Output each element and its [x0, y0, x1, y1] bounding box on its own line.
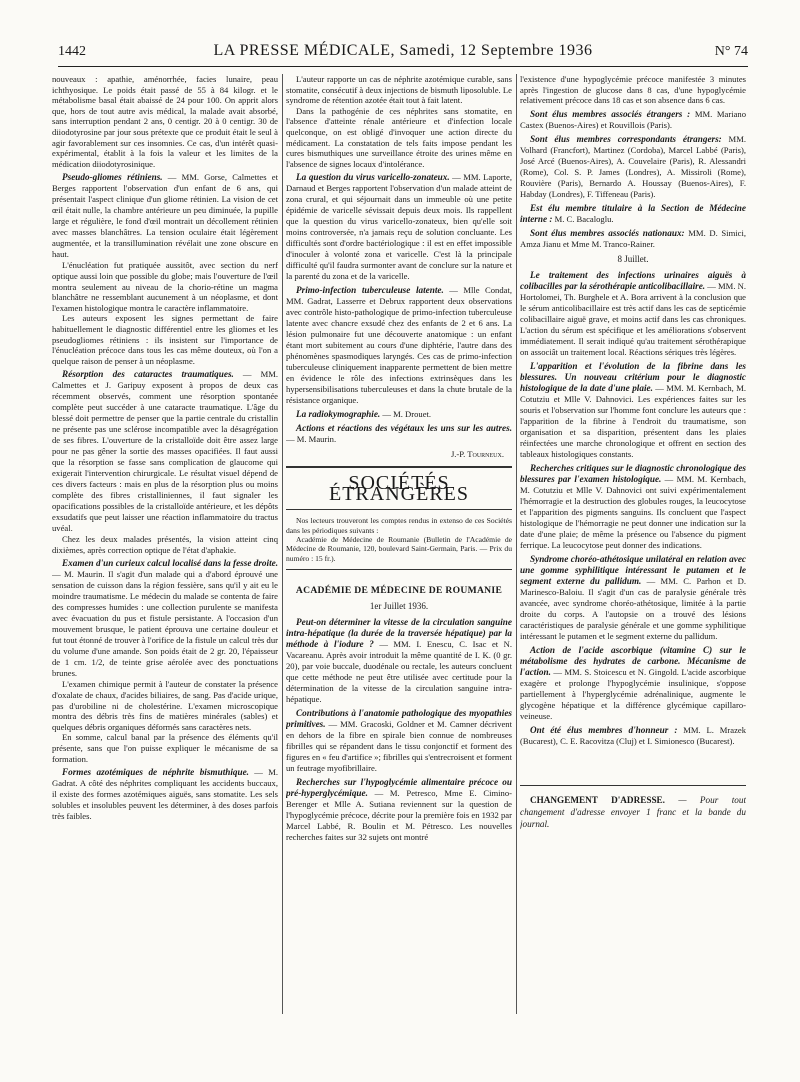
article-title: Le traitement des infections urinaires aiguës à colibacilles par la sérothérapie anticolibacillaire.: [520, 270, 746, 292]
article-title: Examen d'un curieux calcul localisé dans la fesse droite.: [62, 558, 278, 569]
article-body: — M. Drouet.: [380, 409, 432, 420]
paragraph: L'examen chimique permit à l'auteur de constater la présence d'oxalate de chaux, d'acides biliaires, de sang. Pas d'acide urique, pas d'urobiline ni de cholestérine. L'examen microscopique montra des débris très fins de matières minérales (sables) et quelques débris organiques déformés sans caractères nets.: [52, 679, 278, 732]
article-title: La question du virus varicello-zonateux.: [296, 172, 450, 183]
article-title: L'apparition et l'évolution de la fibrine dans les blessures. Un nouveau critérium pour le diagnostic histologique de la date d'une plaie.: [520, 361, 746, 394]
article-body: MM. Volhard (Francfort), Martinez (Cordoba), Marcel Labbé (Paris), José Arcé (Buenos-Aires), A. Couvelaire (Paris), R. Alessandri (Rome), Col. S. P. James (Londres), A. Missiroli (Rome), Rouvière (Paris), Bernardo A. Houssay (Buenos-Aires), F. Habday (Londres), F. Tiffeneau (Paris).: [520, 133, 746, 199]
article-body: — M. Maurin.: [286, 434, 337, 445]
article-heading: [520, 554, 746, 642]
article-body: MM. Mariano Castex (Buenos-Aires) et Rouvillois (Paris).: [520, 108, 746, 130]
article-heading: [286, 777, 512, 843]
article-heading: [520, 645, 746, 722]
article-title: Formes azotémiques de néphrite bismuthique.: [62, 767, 249, 778]
article-heading: [52, 172, 278, 260]
article-body: — MM. Laporte, Darnaud et Berges rapportent l'observation d'un malade atteint de zona crural, et qui séjournait dans un immeuble où une petite épidémie de varicelle sévissait depuis deux mois. Ils rappellent que la question du virus varicello-zonateux, bien qu'elle soit moins controversée, n'a jamais reçu de solution concluante. Les difficultés sont d'ordre bactériologique : il est en effet impossible d'inoculer à volonté zona et varicelle. C'est là la principale difficulté qu'il faudra surmonter avant de conclure sur la nature et la parenté du zona et de la varicelle.: [286, 172, 512, 282]
column-2: [286, 74, 512, 1074]
article-heading: [286, 423, 512, 445]
article-heading: [520, 134, 746, 200]
article-body: — MM. Gracoski, Goldner et M. Camner décrivent en dehors de la fibre en spirale bien connue de nombreuses fibrilles qui se répandent dans le tissu conjonctif et forment des figures en « feu d'artifice »; fibrilles qui s'entrecroisent et forment un feutrage myofibrillaire.: [286, 719, 512, 774]
article-title: Sont élus membres associés étrangers :: [530, 108, 691, 119]
article-heading: [286, 708, 512, 774]
article-title: Sont élus membres associés nationaux:: [530, 227, 685, 238]
article-body: MM. L. Mrazek (Bucarest), C. E. Racovitza (Cluj) et I. Simionesco (Bucarest).: [520, 725, 746, 747]
divider: [286, 569, 512, 570]
article-title: Peut-on déterminer la vitesse de la circulation sanguine intra-hépatique (la durée de la traversée hépatique) par la méthode à l'iodure ?: [286, 617, 512, 650]
journal-title: LA PRESSE MÉDICALE, Samedi, 12 Septembre 1936: [213, 42, 593, 59]
article-title: Contributions à l'anatomie pathologique des myopathies primitives.: [286, 708, 512, 730]
page-header: [58, 40, 748, 64]
article-heading: [286, 172, 512, 282]
article-heading: [286, 617, 512, 705]
article-body: — MM. I. Enescu, C. Isac et N. Vacareanu. Après avoir introduit la même quantité de I. K. (0 gr. 20), par voie buccale, duodénale ou rectale, les auteurs concluent que cette méthode ne peut être utilisée avec certitude pour la détermination de la vitesse de la circulation sanguine intra-hépatique.: [286, 639, 512, 705]
session-date: 1er Juillet 1936.: [369, 600, 429, 611]
article-heading: [520, 361, 746, 460]
article-body: — MM. M. Kernbach, M. Cotutziu et Mlle V. Dahnovici. Les expériences faites sur les souris et l'observation sur l'homme font conclure les auteurs que : l'apparition de la fibrine à l'endroit du traumatisme, son organisation et sa disparition, présentent dans les plaies réinfectées une marche chronologique et offrent en section des tableaux histologiques constants.: [520, 383, 746, 460]
article-body: — M. Petresco, Mme E. Cimino-Berenger et Mlle A. Sutiana reviennent sur la question de l'hypoglycémie précoce, décrite pour la première fois en 1932 par Marcel Labbé, R. Boulin et M. Pétresco. Les nouvelles recherches faites sur 32 sujets ont montré: [286, 788, 512, 843]
article-body: M. C. Bacaloglu.: [552, 213, 614, 224]
article-body: — MM. M. Kernbach, M. Cotutziu et Mlle V. Dahnovici ont suivi expérimentalement l'hémorragie et la destruction des globules rouges, la leucocytose et l'apparition des pigments sanguins. Ils concluent que l'aspect histologique de l'hémorragie ne peut donner une indication sur la date d'une plaie; de même la présence ou l'absence du pigment ferrique. La leucocytose peut donner des indications.: [520, 474, 746, 551]
header-rule: [58, 66, 748, 67]
address-change-notice: [520, 785, 746, 830]
article-heading: [52, 369, 278, 534]
paragraph: nouveaux : apathie, aménorrhée, facies lunaire, peau ichthyosique. Le poids était passé de 55 à 84 kilogr. et le métabolisme basal était abaissé de 24 pour 100. On apprit alors que, hors de tout autre avis médical, la malade avait absorbé, sans interruption pendant 2 ans, 0 centigr. 20 à 0 centigr. 30 de diiodotyrosine par jour sous prétexte que ce produit était le seul à agir favorablement sur ces insomnies. Ce cas, d'un intérêt quasi-expérimental, établit à la fois la valeur et les limites de la médication diiodotyrosinique.: [52, 74, 278, 169]
article-heading: [520, 109, 746, 131]
paragraph: Chez les deux malades présentés, la vision atteint cinq dixièmes, après correction optique de l'état d'aphakie.: [52, 534, 278, 555]
divider: [286, 509, 512, 510]
article-body: — M. Gadrat. A côté des néphrites compliquant les accidents buccaux, il existe des formes azotémiques aiguës, sans stomatite. Les sels solubles et insolubles peuvent les déterminer, à des doses parfois très faibles.: [52, 767, 278, 822]
article-title: Recherches sur l'hypoglycémie alimentaire précoce ou pré-hyperglycémique.: [286, 777, 512, 799]
paragraph: Les auteurs exposent les signes permettant de faire habituellement le diagnostic différentiel entre les gliomes et les pseudogliomes rétiniens : ils insistent sur l'importance de l'énucléation précoce dans tous les cas même douteux, où l'on a quelque raison de penser à un néoplasme.: [52, 313, 278, 366]
article-body: — MM. C. Parhon et D. Marinesco-Baloiu. Il s'agit d'un cas de paralysie générale très avancée, avec syndrome choréo-athétosique, limitée à la partie droite du corps. A l'autopsie on a trouvé des lésions caractéristiques de paralysie générale et une gomme syphilitique intéressant le putamen et le segment externe du pallidum.: [520, 576, 746, 642]
article-title: Résorption des cataractes traumatiques.: [62, 369, 234, 380]
article-heading: [52, 767, 278, 822]
section-title: SOCIÉTÉS ÉTRANGÈRES: [329, 471, 469, 505]
paragraph: L'énucléation fut pratiquée aussitôt, avec section du nerf optique aussi loin que possible du globe; mais l'ouverture de l'œil montra seulement au niveau de la chorio-rétine un magma blanchâtre ne ressemblant aucunement à un néoplasme, et dont l'examen histologique montra le caractère inflammatoire.: [52, 260, 278, 313]
notice-title: CHANGEMENT D'ADRESSE.: [530, 795, 665, 806]
page-number: 1442: [58, 44, 86, 59]
article-title: Action de l'acide ascorbique (vitamine C) sur le métabolisme des hydrates de carbone. Mécanisme de l'action.: [520, 645, 746, 678]
article-body: — MM. S. Stoicescu et N. Gingold. L'acide ascorbique exagère et prolonge l'hypoglycémie insulinique, s'oppose partiellement à l'hyperglycémie adrénalinique, augmente le glycogène hépatique et la différence glycémique capillaro-veineuse.: [520, 667, 746, 722]
article-title: Pseudo-gliomes rétiniens.: [62, 172, 163, 183]
paragraph: l'existence d'une hypoglycémie précoce manifestée 3 minutes après l'ingestion de glucose dans 8 cas, d'une hypoglycémie relativement précoce dans 18 cas et son absence dans 6 cas.: [520, 74, 746, 106]
article-body: MM. D. Simici, Amza Jianu et Mme M. Tranco-Rainer.: [520, 227, 746, 249]
column-divider: [282, 74, 283, 1014]
article-body: — M. Maurin. Il s'agit d'un malade qui a d'abord éprouvé une sensation de cuisson dans la région fessière, sans qu'il y ait eu le moindre traumatisme. Le médecin du malade se contenta de faire des compresses humides : une collection purulente se manifesta avec évacuation du pus et fistule persistante. A l'occasion d'un mouvement brusque, le patient éprouva une certaine douleur et fut tout étonné de trouver à l'orifice de la fistule un calcul très dur du volume d'une amande. Son poids était de 2 gr. 20, l'épaisseur de 1 cm. 1/2, de teinte grise aérolée avec des ponctuations brunes.: [52, 569, 278, 679]
article-heading: [286, 409, 512, 420]
article-heading: [520, 228, 746, 250]
column-3: [520, 74, 746, 1074]
notice-text: Nos lecteurs trouveront les comptes rendus in extenso de ces Sociétés dans les périodiques suivants :: [286, 516, 512, 535]
article-heading: [520, 463, 746, 551]
article-body: — MM. Calmettes et J. Garipuy exposent à propos de deux cas récemment observés, comment une résorption spontanée complète peut succéder à une cataracte traumatique. L'âge du blessé doit permettre de penser que la partie centrale du cristallin ne présente pas une sclérose incompatible avec la désagrégation de ses fibres. L'ouverture de la cristalloïde doit être assez large pour ne pas gêner la sortie des masses opacifiées. Il faut aussi que la résorption se fasse sans complication de glaucome qui exigerait l'intervention chirurgicale. Le résultat visuel dépend de ces divers facteurs : mais en plus de la résorption plus ou moins complète des fibres cristalliniennes, il faut signaler les opacifications possibles de la cristalloïde antérieure, et les dépôts exsudatifs que peut laisser une réaction inflammatoire du tractus uvéal.: [52, 369, 278, 534]
article-body: — MM. N. Hortolomei, Th. Burghele et A. Bora arrivent à la conclusion que le sérum anticolibacillaire est très actif dans les cas de septicémie colibacillaire aiguë grave, et moins actif dans les cas chroniques. L'action du sérum est spécifique et les améliorations s'observent immédiatement. Il serait indiqué qu'au traitement sérothérapique on associât un traitement local. Réactions sériques très légères.: [520, 281, 746, 358]
issue-number: N° 74: [714, 44, 748, 59]
article-title: La radiokymographie.: [296, 409, 381, 420]
notice-text: Académie de Médecine de Roumanie (Bulletin de l'Académie de Médecine de Roumanie, 120, boulevard Saint-Germain, Paris. — Prix du numéro : 15 fr.).: [286, 534, 512, 563]
article-heading: [286, 285, 512, 406]
signature: J.-P. Tourneux.: [450, 449, 504, 460]
article-title: Sont élus membres correspondants étrangers:: [530, 133, 722, 144]
article-body: — Mlle Condat, MM. Gadrat, Lasserre et Debrux rapportent deux observations avec contrôle histo-pathologique de primo-infection tuberculeuse latente avec chancre exsudé chez des enfants de 2 et 6 ans. La lésion pulmonaire fut une découverte anatomique : un enfant étant mort subitement au cours d'une diphtérie, l'autre dans des phénomènes spasmodiques laryngés. Ces cas de primo-infection tuberculeuse cliniquement inapparente permettent de bien mettre en évidence le rôle des infections extrinsèques dans les hypersensibilisations tuberculeuses et dans la chute brutale de la résistance organique.: [286, 285, 512, 406]
article-heading: [520, 270, 746, 358]
article-title: Syndrome choréo-athétosique unilatéral en relation avec une gomme syphilitique intéressant le putamen et le segment externe du pallidum.: [520, 554, 746, 587]
article-heading: [520, 203, 746, 225]
article-title: Ont été élus membres d'honneur :: [530, 725, 678, 736]
paragraph: L'auteur rapporte un cas de néphrite azotémique curable, sans stomatite, consécutif à deux injections de bismuth liposoluble. Le syndrome de rétention azotée était tout à fait latent.: [286, 74, 512, 106]
notice-body: — Pour tout changement d'adresse envoyer 1 franc et la bande du journal.: [520, 795, 746, 830]
column-divider: [516, 74, 517, 1014]
article-title: Est élu membre titulaire à la Section de Médecine interne :: [520, 202, 746, 224]
session-date: 8 Juillet.: [617, 253, 649, 264]
paragraph: Dans la pathogénie de ces néphrites sans stomatite, en l'absence d'atteinte rénale antérieure et d'infection locale quelconque, on est obligé d'invoquer une action directe du médicament. La constatation de tels faits impose pendant les cures bismuthiques une surveillance étroite des urines même en l'absence de signes locaux d'intolérance.: [286, 105, 512, 169]
article-heading: [52, 558, 278, 679]
paragraph: En somme, calcul banal par la présence des éléments qu'il présente, sans que l'on puisse expliquer le mécanisme de sa formation.: [52, 732, 278, 764]
article-body: — MM. Gorse, Calmettes et Berges rapportent l'observation d'un enfant de 6 ans, qui présentait l'aspect clinique d'un gliome rétinien. La vision de cet œil était nulle, la chambre antérieure un peu diminuée, la pupille large et régulière, le fond d'œil montrait un décollement rétinien avec masses blanchâtres. La tension oculaire était légèrement augmentée, et la transillumination révélait une zone obscure en haut.: [52, 172, 278, 260]
academy-heading: ACADÉMIE DE MÉDECINE DE ROUMANIE: [295, 585, 503, 597]
notice-text: [520, 794, 746, 830]
article-heading: [520, 725, 746, 747]
section-separator: [286, 466, 512, 468]
article-title: Primo-infection tuberculeuse latente.: [296, 285, 444, 296]
article-title: Actions et réactions des végétaux les uns sur les autres.: [296, 423, 512, 434]
column-1: [52, 74, 278, 1074]
article-title: Recherches critiques sur le diagnostic chronologique des blessures par l'examen histologique.: [520, 463, 746, 485]
